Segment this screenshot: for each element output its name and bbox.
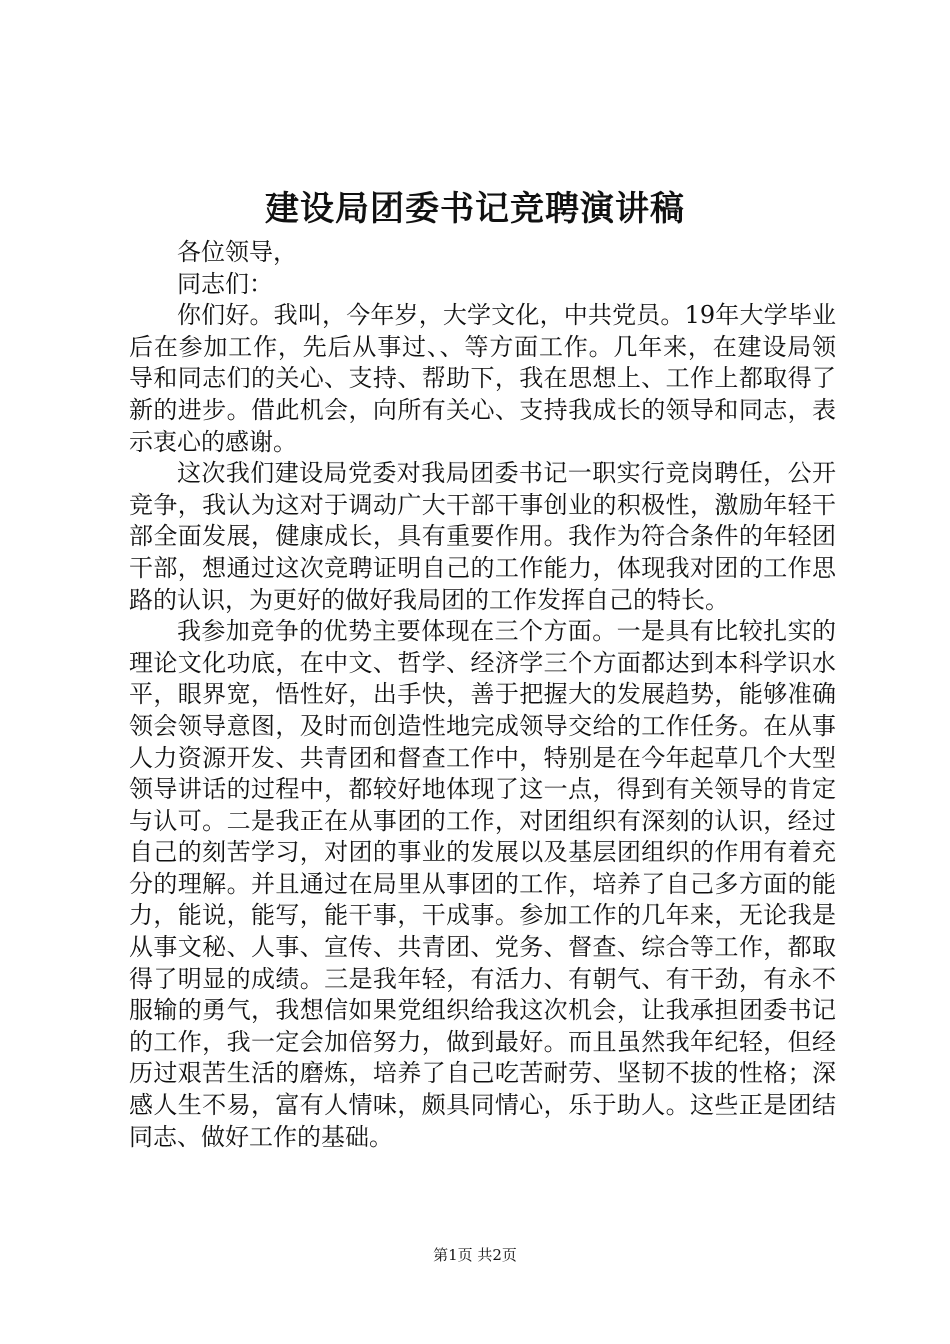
salutation-leaders: 各位领导， xyxy=(177,238,297,266)
document-body xyxy=(129,237,836,1153)
paragraph-advantages: 我参加竞争的优势主要体现在三个方面。一是具有比较扎实的理论文化功底，在中文、哲学、经济学三个方面都达到本科学识水平，眼界宽，悟性好，出手快，善于把握大的发展趋势，能够准确领会领导意图，及时而创造性地完成领导交给的工作任务。在从事人力资源开发、共青团和督查工作中，特别是在今年起草几个大型领导讲话的过程中，都较好地体现了这一点，得到有关领导的肯定与认可。二是我正在从事团的工作，对团组织有深刻的认识，经过自己的刻苦学习，对团的事业的发展以及基层团组织的作用有着充分的理解。并且通过在局里从事团的工作，培养了自己多方面的能力，能说，能写，能干事，干成事。参加工作的几年来，无论我是从事文秘、人事、宣传、共青团、党务、督查、综合等工作，都取得了明显的成绩。三是我年轻，有活力、有朝气、有干劲，有永不服输的勇气，我想信如果党组织给我这次机会，让我承担团委书记的工作，我一定会加倍努力，做到最好。而且虽然我年纪轻，但经历过艰苦生活的磨炼，培养了自己吃苦耐劳、坚韧不拔的性格；深感人生不易，富有人情味，颇具同情心，乐于助人。这些正是团结同志、做好工作的基础。 xyxy=(129,617,836,1151)
page-total: 共2页 xyxy=(477,1246,517,1264)
salutation-comrades: 同志们： xyxy=(177,269,273,298)
paragraph-purpose: 这次我们建设局党委对我局团委书记一职实行竞岗聘任，公开竞争，我认为这对于调动广大干部干事创业的积极性，激励年轻干部全面发展，健康成长，具有重要作用。我作为符合条件的年轻团干部，想通过这次竞聘证明自己的工作能力，体现我对团的工作思路的认识，为更好的做好我局团的工作发挥自己的特长。 xyxy=(129,459,836,614)
document-title: 建设局团委书记竞聘演讲稿 xyxy=(265,189,685,229)
paragraph-introduction: 你们好。我叫，今年岁，大学文化，中共党员。19年大学毕业后在参加工作，先后从事过、、等方面工作。几年来，在建设局领导和同志们的关心、支持、帮助下，我在思想上、工作上都取得了新的进步。借此机会，向所有关心、支持我成长的领导和同志，表示衷心的感谢。 xyxy=(129,301,836,456)
page-number: 第1页 xyxy=(433,1246,473,1264)
page-footer xyxy=(0,1245,950,1265)
